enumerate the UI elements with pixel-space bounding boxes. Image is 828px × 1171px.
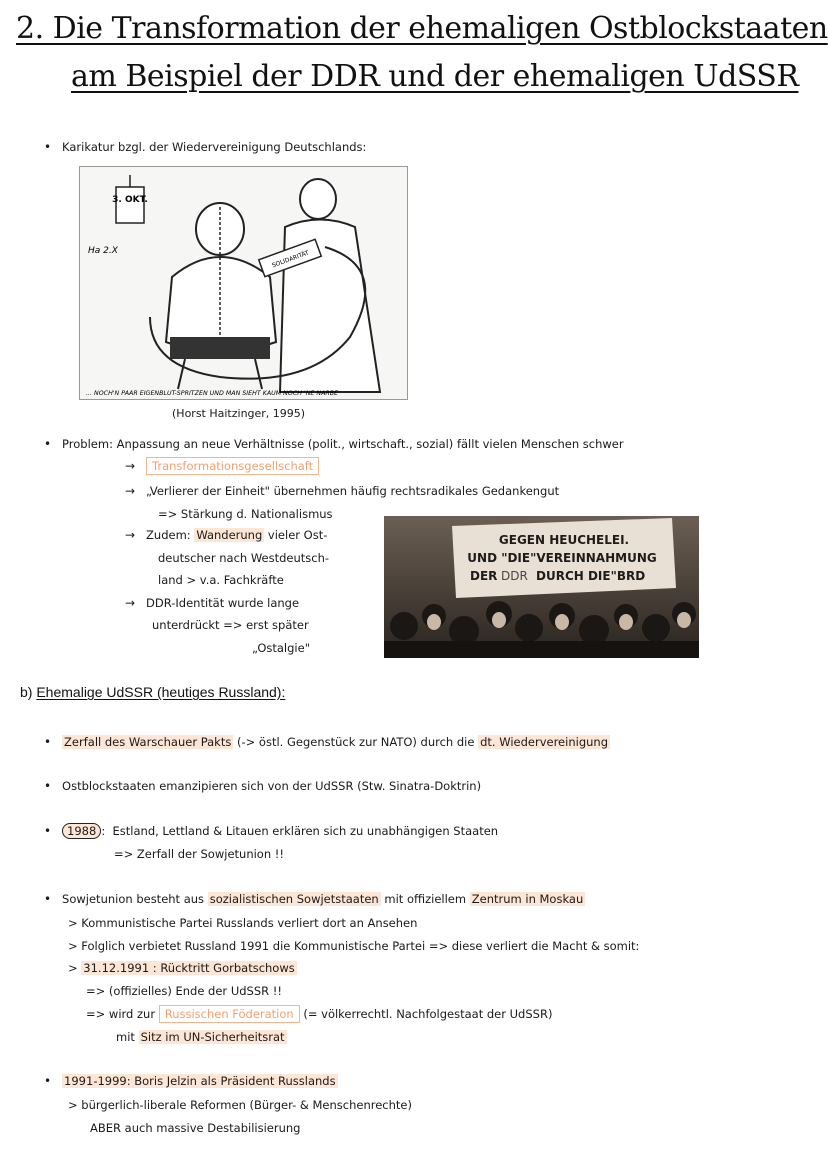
b4-l6-pre: => wird zur: [86, 1007, 156, 1021]
protest-photo: [384, 516, 699, 658]
cartoon-caption: ... NOCH'N PAAR EIGENBLUT-SPRITZEN UND MAN SIEHT KAUM NOCH 'NE NARBE: [86, 390, 339, 397]
b3-line: • 1988 : Estland, Lettland & Litauen erklären sich zu unabhängigen Staaten: [44, 824, 499, 838]
ostalgie-text: „Ostalgie": [252, 641, 310, 655]
moskau-highlight: Zentrum in Moskau: [471, 892, 584, 906]
verlierer-text: „Verlierer der Einheit" übernehmen häufig rechtsradikales Gedankengut: [146, 484, 560, 498]
banner-line-2: UND "DIE"VEREINNAHMUNG: [467, 551, 657, 565]
arrow-line-4: [125, 596, 299, 610]
year-1988-circled: 1988: [62, 823, 101, 839]
zudem-label: Zudem:: [146, 528, 191, 542]
arrow-line-3: [125, 528, 327, 542]
bullet-icon: •: [44, 735, 52, 749]
b5-line-3: ABER auch massive Destabilisierung: [90, 1121, 301, 1135]
b3-sub: => Zerfall der Sowjetunion !!: [114, 847, 285, 861]
b4-line-3: > Folglich verbietet Russland 1991 die Kommunistische Partei => diese verliert die Macht & somit:: [68, 939, 640, 953]
wanderung-highlight: Wanderung: [196, 528, 263, 542]
warschauer-pakt-highlight: Zerfall des Warschauer Pakts: [64, 735, 232, 749]
bullet-icon: •: [44, 779, 52, 793]
calendar-text: 3. OKT.: [112, 195, 148, 205]
section-b-title: Ehemalige UdSSR (heutiges Russland):: [36, 684, 286, 700]
section-b-prefix: b): [20, 684, 33, 700]
arrow-right-icon: →: [125, 528, 136, 542]
cartoon-image: [79, 166, 408, 400]
arrow-right-icon: →: [125, 596, 136, 610]
bullet-icon: •: [44, 140, 52, 154]
page-title-line-2: am Beispiel der DDR und der ehemaligen UdSSR: [71, 59, 799, 94]
arrow-right-icon: →: [125, 459, 136, 473]
bullet-icon: •: [44, 892, 52, 906]
b5-line-1: [44, 1074, 338, 1088]
signature-text: Ha 2.X: [88, 246, 118, 256]
protest-drawing: [384, 516, 699, 658]
arrow-line-3c: land > v.a. Fachkräfte: [158, 573, 284, 587]
banner-line-3c: DURCH DIE"BRD: [536, 569, 646, 583]
b4-line-4: [68, 961, 297, 975]
problem-line: [44, 437, 624, 451]
transformation-term: Transformationsgesellschaft: [146, 457, 319, 475]
calendar-icon: [116, 187, 144, 223]
wiedervereinigung-highlight: dt. Wiedervereinigung: [480, 735, 608, 749]
b4-line-6: [86, 1007, 552, 1021]
b4-l6-post: (= völkerrechtl. Nachfolgestaat der UdSSR): [303, 1007, 553, 1021]
bullet-icon: •: [44, 824, 52, 838]
b4-line-7: [116, 1030, 287, 1044]
bullet-icon: •: [44, 437, 52, 451]
zudem-text: vieler Ost-: [267, 528, 328, 542]
bullet-icon: •: [44, 1074, 52, 1088]
arrow-line-3b: deutscher nach Westdeutsch-: [158, 551, 330, 565]
b4-line-2: > Kommunistische Partei Russlands verliert dort an Ansehen: [68, 916, 418, 930]
b5-line-2: > bürgerlich-liberale Reformen (Bürger- & Menschenrechte): [68, 1098, 412, 1112]
syringe-text: SOLIDARITÄT: [271, 249, 310, 270]
b4-pre: Sowjetunion besteht aus: [62, 892, 205, 906]
section-b-heading: [20, 684, 285, 700]
b4-mid: mit offiziellem: [384, 892, 467, 906]
b1-text: (-> östl. Gegenstück zur NATO) durch die: [236, 735, 475, 749]
arrow-right-icon: →: [125, 484, 136, 498]
banner-line-3b: DDR: [501, 569, 528, 583]
b4-l7-pre: mit: [116, 1030, 135, 1044]
cartoon-drawing: [80, 167, 407, 399]
karikatur-label: Karikatur bzgl. der Wiedervereinigung Deutschlands:: [62, 140, 367, 154]
banner-line-3a: DER: [470, 569, 498, 583]
arrow-line-4b: unterdrückt => erst später: [152, 618, 309, 632]
problem-label: Problem:: [62, 437, 113, 451]
problem-text: Anpassung an neue Verhältnisse (polit., wirtschaft., sozial) fällt vielen Menschen schwer: [116, 437, 624, 451]
b4-line-1: [44, 892, 585, 906]
karikatur-bullet: [44, 140, 366, 154]
cartoon-credit: (Horst Haitzinger, 1995): [172, 407, 306, 420]
sowjetstaaten-highlight: sozialistischen Sowjetstaaten: [209, 892, 379, 906]
page-title-line-1: 2. Die Transformation der ehemaligen Ostblockstaaten: [16, 11, 828, 46]
b2-text: Ostblockstaaten emanzipieren sich von der UdSSR (Stw. Sinatra-Doktrin): [62, 779, 482, 793]
russische-foederation-boxed: Russischen Föderation: [159, 1005, 300, 1023]
ddr-identitaet-text: DDR-Identität wurde lange: [146, 596, 300, 610]
nationalismus-line: => Stärkung d. Nationalismus: [158, 507, 333, 521]
b4-line-5: => (offizielles) Ende der UdSSR !!: [86, 984, 282, 998]
b4-l4-pre: >: [68, 961, 78, 975]
banner-line-1: GEGEN HEUCHELEI.: [498, 533, 630, 547]
un-sicherheitsrat-highlight: Sitz im UN-Sicherheitsrat: [140, 1030, 285, 1044]
gorbatschow-highlight: 31.12.1991 : Rücktritt Gorbatschows: [83, 961, 295, 975]
b3-text: Estland, Lettland & Litauen erklären sich zu unabhängigen Staaten: [112, 824, 499, 838]
jelzin-highlight: 1991-1999: Boris Jelzin als Präsident Russlands: [64, 1074, 336, 1088]
arrow-line-2: [125, 484, 559, 498]
b2-line: [44, 779, 481, 793]
b1-line: [44, 735, 610, 749]
arrow-line-1: [125, 459, 319, 473]
